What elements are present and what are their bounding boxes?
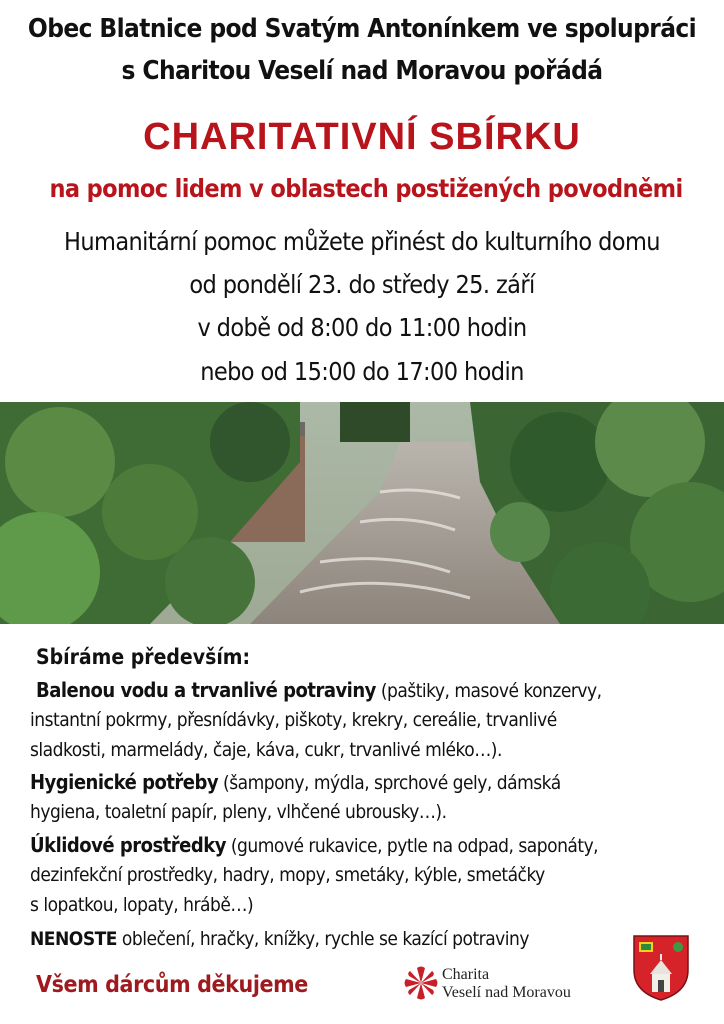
item-food <box>36 678 602 702</box>
info-line-4: nebo od 15:00 do 17:00 hodin <box>200 357 524 386</box>
organizer-line-2: s Charitou Veselí nad Moravou pořádá <box>121 56 603 86</box>
item-hygiene <box>30 770 561 794</box>
item-food-line-2: instantní pokrmy, přesnídávky, piškoty, krekry, cereálie, trvanlivé <box>30 709 557 731</box>
item-cleaning-line-2: dezinfekční prostředky, hadry, mopy, smetáky, kýble, smetáčky <box>30 864 545 886</box>
flood-river-photo <box>0 402 724 624</box>
item-cleaning <box>30 833 598 857</box>
charita-name-line-1: Charita <box>442 966 490 983</box>
poster-subtitle: na pomoc lidem v oblastech postižených povodněmi <box>49 174 683 203</box>
coat-of-arms-icon <box>632 934 690 1006</box>
organizer-line-1: Obec Blatnice pod Svatým Antonínkem ve spolupráci <box>27 14 697 44</box>
exclude-text: oblečení, hračky, knížky, rychle se kazící potraviny <box>116 928 529 950</box>
item-cleaning-title: Úklidové prostředky <box>30 833 226 857</box>
item-food-title: Balenou vodu a trvanlivé potraviny <box>36 678 376 702</box>
info-line-1: Humanitární pomoc můžete přinést do kulturního domu <box>64 227 660 256</box>
info-line-2: od pondělí 23. do středy 25. září <box>189 270 535 299</box>
info-line-3: v době od 8:00 do 11:00 hodin <box>197 313 527 342</box>
item-food-desc: (paštiky, masové konzervy, <box>375 680 602 702</box>
charita-cross-icon <box>404 966 438 1004</box>
exclude-note <box>30 928 529 950</box>
poster-title: CHARITATIVNÍ SBÍRKU <box>143 116 581 158</box>
item-hygiene-line-2: hygiena, toaletní papír, pleny, vlhčené ubrousky…). <box>30 801 447 823</box>
item-food-line-3: sladkosti, marmelády, čaje, káva, cukr, trvanlivé mléko…). <box>30 739 502 761</box>
thanks-message: Všem dárcům děkujeme <box>36 972 308 998</box>
item-hygiene-title: Hygienické potřeby <box>30 770 219 794</box>
item-hygiene-desc: (šampony, mýdla, sprchové gely, dámská <box>218 772 561 794</box>
item-cleaning-desc: (gumové rukavice, pytle na odpad, saponáty, <box>225 835 599 857</box>
item-cleaning-line-3: s lopatkou, lopaty, hrábě…) <box>30 894 254 916</box>
charita-name <box>442 966 571 1002</box>
charita-name-line-2: Veselí nad Moravou <box>442 984 571 1001</box>
exclude-title: NENOSTE <box>30 928 117 950</box>
collection-heading: Sbíráme především: <box>36 645 251 669</box>
